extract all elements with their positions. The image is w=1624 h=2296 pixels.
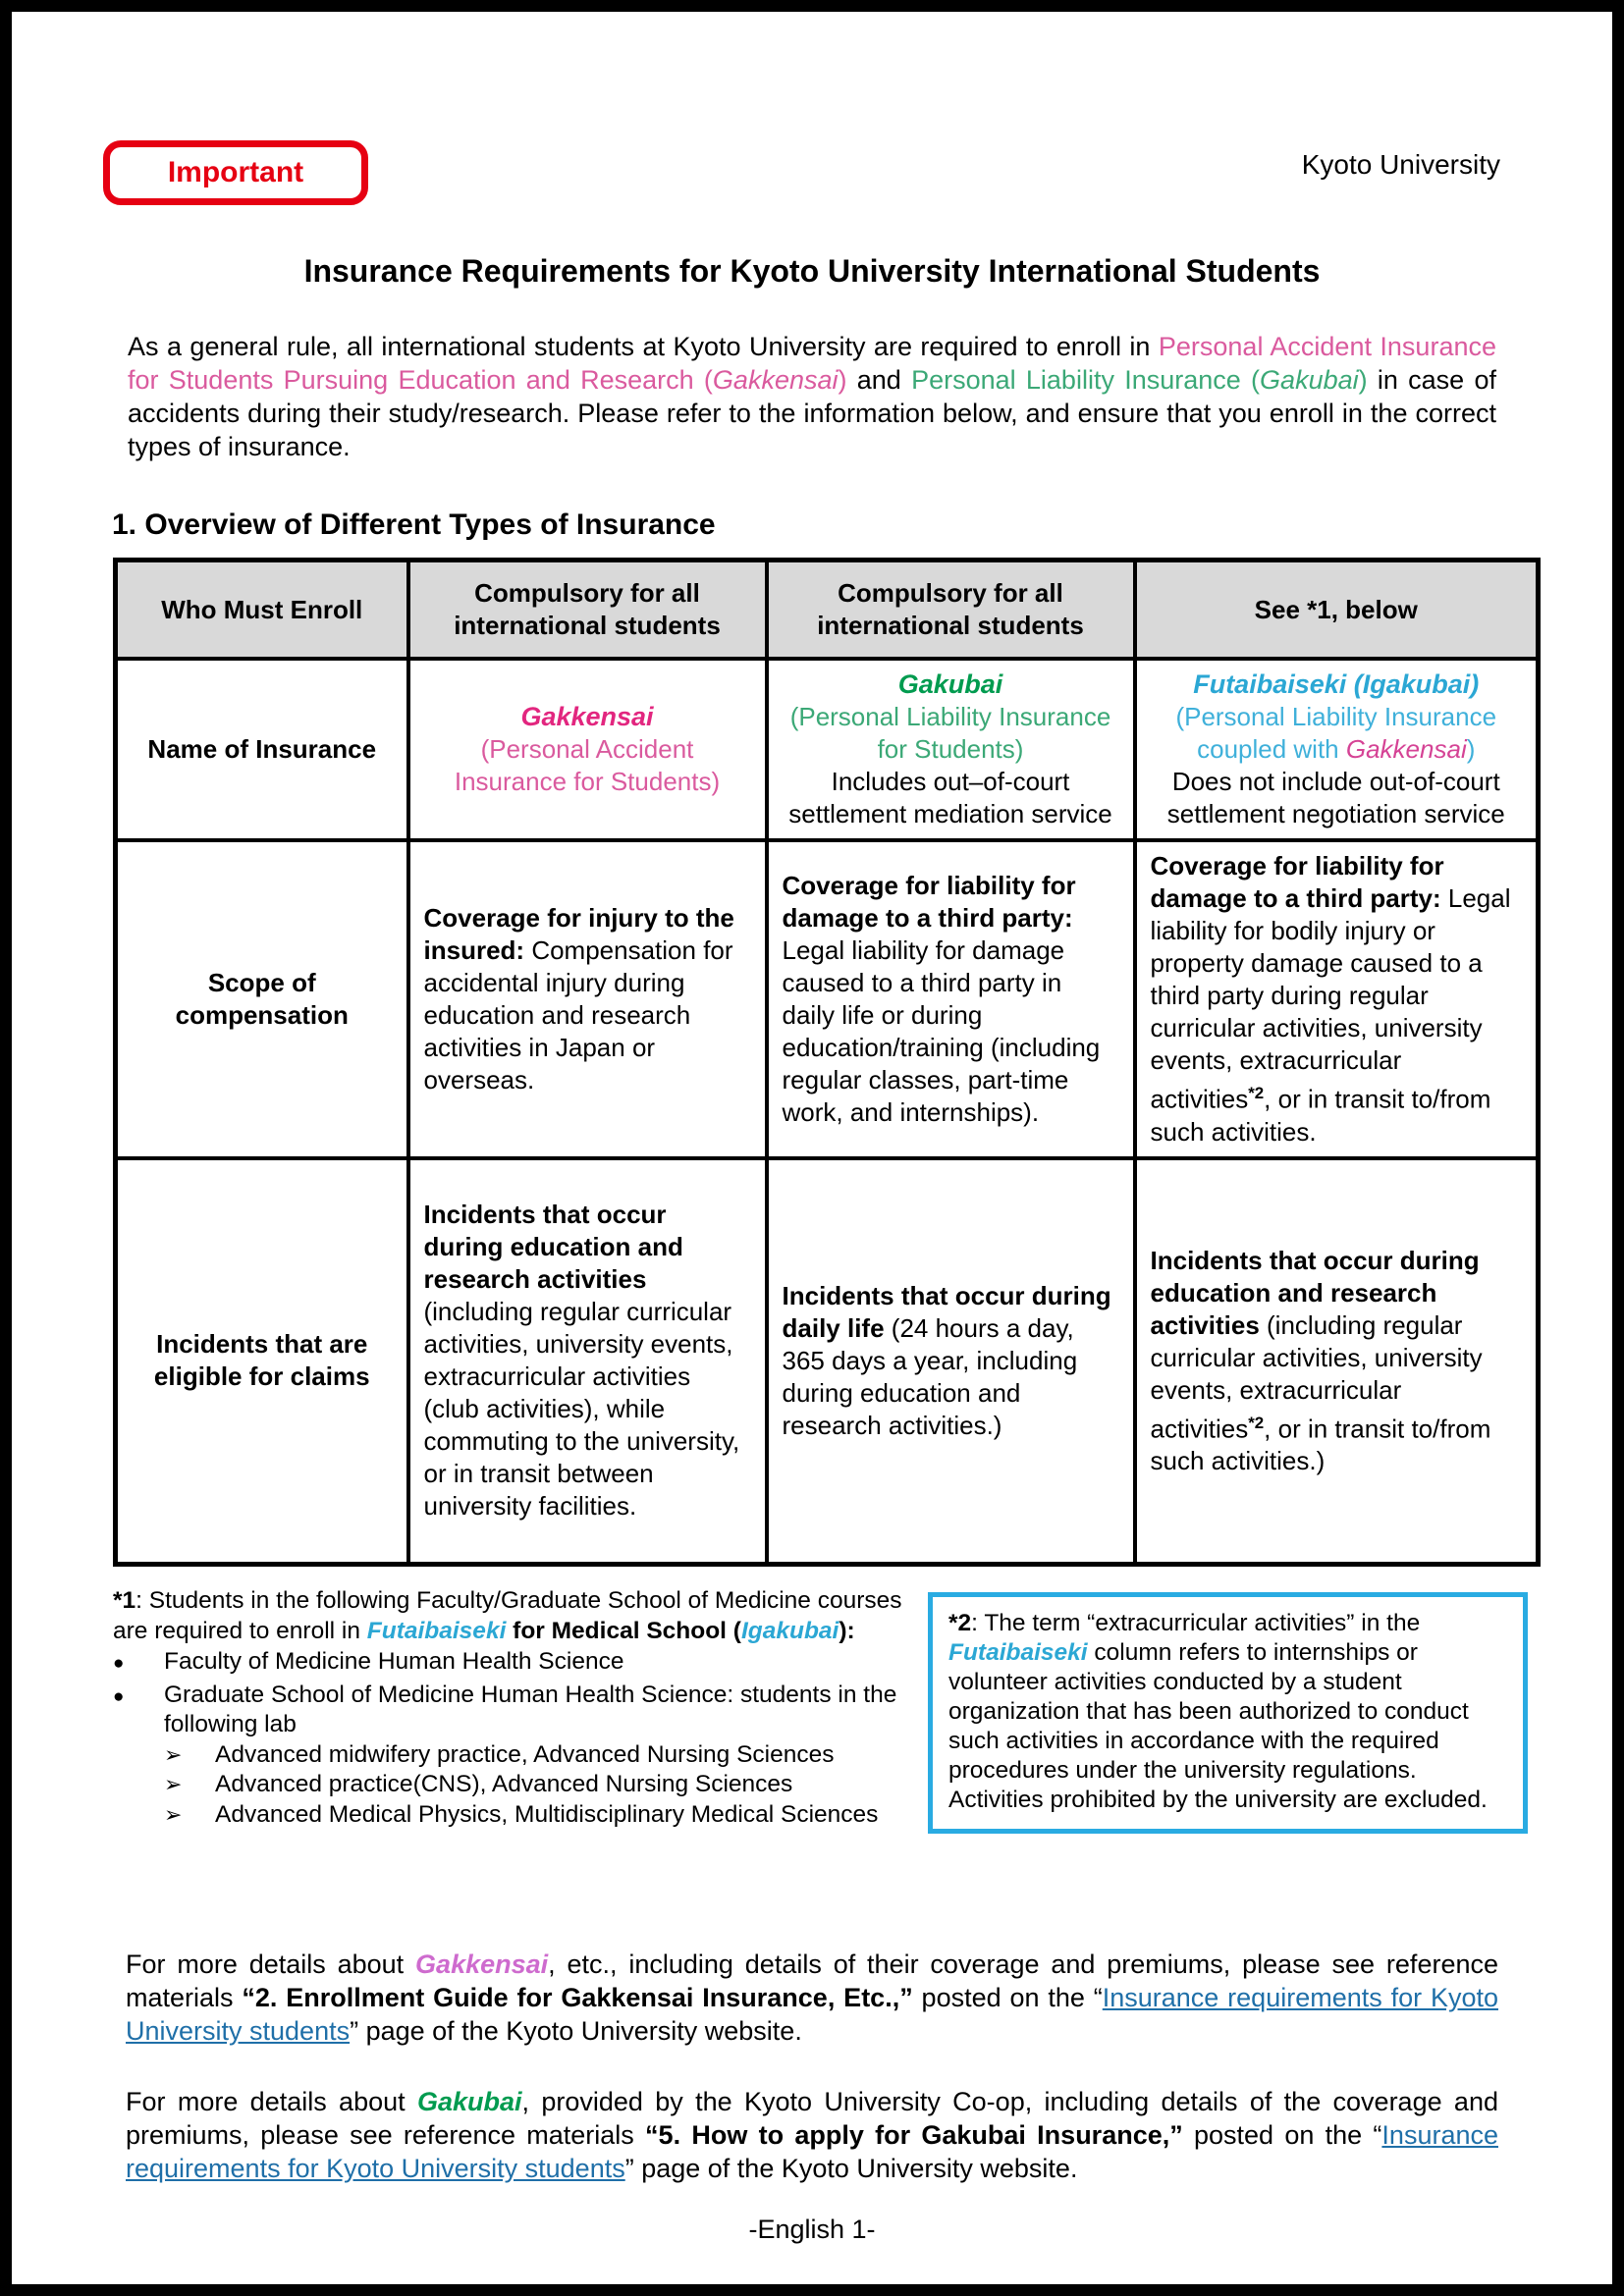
- incidents-futaibaiseki-text-1: (including regular curricular activities, university events, extracurricular activities: [1150, 1309, 1483, 1444]
- futaibaiseki-name: Futaibaiseki (Igakubai): [1193, 669, 1480, 699]
- footnote-1-lead-text-2: for Medical School (: [506, 1617, 741, 1644]
- gakubai-details-paragraph: [126, 2085, 1498, 2185]
- org-name: Kyoto University: [1301, 149, 1500, 180]
- intro-gakkensai-close: ): [838, 365, 847, 395]
- gakubai-subtitle-1: (Personal Liability Insurance: [789, 702, 1111, 731]
- gakubai-para-term: Gakubai: [416, 2087, 522, 2117]
- bullet-icon: ●: [113, 1685, 125, 1707]
- footnote-1-futaibaiseki: Futaibaiseki: [366, 1617, 507, 1644]
- intro-gakkensai-term: Gakkensai: [712, 365, 839, 395]
- incidents-gakubai-bold: Incidents that occur during daily life: [782, 1280, 1111, 1343]
- gakubai-note-1: Includes out–of-court: [831, 767, 1070, 796]
- incidents-gakkensai-bold: Incidents that occur during education and research activities: [423, 1200, 683, 1295]
- table-row-incidents: [116, 1158, 1539, 1565]
- page-title: Insurance Requirements for Kyoto University International Students: [303, 253, 1321, 289]
- incidents-futaibaiseki-text-2: , or in transit to/from such activities.): [1150, 1414, 1491, 1476]
- insurance-requirements-link-2[interactable]: Insurance requirements for Kyoto University students: [126, 2120, 1498, 2184]
- gakkensai-name: Gakkensai: [520, 702, 654, 731]
- row-label-incidents: Incidents that are eligible for claims: [116, 1158, 408, 1565]
- footnote-1-bullet-1: [113, 1647, 930, 1680]
- scope-gakubai-bold: Coverage for liability for damage to a third party:: [782, 870, 1076, 933]
- futaibaiseki-subtitle: [1151, 701, 1523, 766]
- futaibaiseki-subtitle-close: ): [1466, 734, 1476, 764]
- cell-incidents-futaibaiseki: [1135, 1158, 1539, 1565]
- incidents-gakkensai-text: (including regular curricular activities, university events, extracurricular activities (club activities), while commuting to the university, or in transit between university facilities.: [423, 1297, 740, 1522]
- section-1-heading: 1. Overview of Different Types of Insurance: [112, 508, 716, 541]
- page-number: -English 1-: [748, 2215, 876, 2245]
- footnote-1-bullet-2: [113, 1681, 930, 1740]
- footnote-1: [113, 1586, 930, 1830]
- gakubai-name: Gakubai: [897, 669, 1003, 699]
- footnote-2-text-1: : The term “extracurricular activities” in the: [971, 1610, 1421, 1637]
- gakkensai-para-text-3: posted on the “: [912, 1983, 1103, 2013]
- cell-scope-futaibaiseki: [1135, 840, 1539, 1158]
- futaibaiseki-note-1: Does not include out-of-court: [1171, 767, 1500, 796]
- gakubai-note-2: settlement mediation service: [788, 799, 1112, 828]
- gakkensai-para-term: Gakkensai: [415, 1949, 549, 1980]
- bullet-icon: ●: [113, 1653, 125, 1675]
- scope-gakubai-text: Legal liability for damage caused to a third party in daily life or during education/training (including regular classes, part-time work, and internships).: [782, 934, 1101, 1127]
- gakubai-para-text-2: , provided by the Kyoto University Co-op, including details of the coverage and premiums, please see reference materials: [126, 2087, 1498, 2151]
- header-who-must-enroll: Who Must Enroll: [116, 561, 408, 660]
- incidents-futaibaiseki-footnote-ref: *2: [1248, 1413, 1265, 1432]
- intro-gakubai-close: ): [1358, 365, 1368, 395]
- futaibaiseki-subtitle-1: (Personal Liability Insurance coupled with: [1175, 702, 1497, 764]
- footnotes-section: [12, 1586, 1612, 1910]
- header-see-1-below: See *1, below: [1135, 561, 1539, 660]
- scope-futaibaiseki-text-2: , or in transit to/from such activities.: [1150, 1084, 1491, 1147]
- futaibaiseki-subtitle-gakkensai: Gakkensai: [1345, 734, 1467, 764]
- intro-gakkensai-insurance: Personal Accident Insurance for Students Pursuing Education and Research (: [128, 332, 1496, 395]
- incidents-gakubai-text: (24 hours a day, 365 days a year, including during education and research activities.): [782, 1312, 1078, 1440]
- footnote-1-arrow-2-text: Advanced practice(CNS), Advanced Nursing Sciences: [215, 1771, 793, 1798]
- footnote-1-lead: [113, 1586, 930, 1646]
- intro-gakubai-term: Gakubai: [1260, 365, 1359, 395]
- scope-gakkensai-text: Compensation for accidental injury during education and research activities in Japan or overseas.: [423, 934, 733, 1095]
- cell-scope-gakubai: [767, 840, 1135, 1158]
- arrow-bullet-icon: ➢: [164, 1772, 183, 1797]
- footnote-2-marker: *2: [948, 1610, 972, 1637]
- important-badge: [103, 140, 368, 205]
- cell-futaibaiseki-name: [1135, 659, 1539, 840]
- gakkensai-para-text-4: ” page of the Kyoto University website.: [350, 2016, 802, 2047]
- scope-futaibaiseki-bold: Coverage for liability for damage to a third party:: [1150, 851, 1444, 913]
- row-label-scope: Scope of compensation: [116, 840, 408, 1158]
- gakkensai-para-text-2: , etc., including details of their coverage and premiums, please see reference materials: [126, 1949, 1498, 2013]
- row-label-name-of-insurance: Name of Insurance: [116, 659, 408, 840]
- footnote-1-lead-text-1: : Students in the following Faculty/Graduate School of Medicine courses are required to enroll in: [113, 1587, 902, 1644]
- scope-gakkensai-bold: Coverage for injury to the insured:: [423, 902, 734, 965]
- gakkensai-details-paragraph: [126, 1948, 1498, 2048]
- table-header-row: [116, 561, 1539, 660]
- table-row-name-of-insurance: [116, 659, 1539, 840]
- footnote-1-arrow-3: [164, 1800, 930, 1831]
- scope-futaibaiseki-footnote-ref: *2: [1248, 1084, 1265, 1102]
- cell-incidents-gakkensai: [408, 1158, 767, 1565]
- gakubai-para-guide-ref: “5. How to apply for Gakubai Insurance,”: [645, 2120, 1183, 2151]
- table-row-scope: [116, 840, 1539, 1158]
- futaibaiseki-note-2: settlement negotiation service: [1166, 799, 1505, 828]
- arrow-bullet-icon: ➢: [164, 1801, 183, 1827]
- gakubai-subtitle-2: for Students): [877, 734, 1024, 764]
- intro-and: and: [846, 365, 912, 395]
- arrow-bullet-icon: ➢: [164, 1741, 183, 1767]
- intro-gakubai-insurance: Personal Liability Insurance (: [911, 365, 1261, 395]
- gakkensai-para-text-1: For more details about: [126, 1949, 416, 1980]
- gakkensai-subtitle: (Personal Accident Insurance for Students): [454, 734, 721, 796]
- intro-text-2: in case of accidents during their study/research. Please refer to the information below, and ensure that you enroll in the correct types of insurance.: [128, 365, 1496, 461]
- footnote-1-bullet-2-text: Graduate School of Medicine Human Health Science: students in the following lab: [164, 1681, 897, 1738]
- footnote-1-lead-text-3: ):: [839, 1617, 855, 1644]
- scope-futaibaiseki-text-1: Legal liability for bodily injury or property damage caused to a third party during regular curricular activities, university events, extracurricular activities: [1150, 883, 1511, 1114]
- cell-gakkensai-name: [408, 659, 767, 840]
- gakubai-para-text-3: posted on the “: [1182, 2120, 1382, 2151]
- footnote-1-arrow-2: [164, 1770, 930, 1800]
- gakubai-para-text-1: For more details about: [126, 2087, 417, 2117]
- header-compulsory-1: Compulsory for all international students: [408, 561, 767, 660]
- footnote-1-igakubai: Igakubai: [740, 1617, 839, 1644]
- insurance-requirements-link-1[interactable]: Insurance requirements for Kyoto University students: [126, 1983, 1499, 2047]
- intro-paragraph: [128, 330, 1496, 463]
- footnote-1-arrow-3-text: Advanced Medical Physics, Multidisciplinary Medical Sciences: [215, 1800, 879, 1828]
- footnote-1-arrow-1-text: Advanced midwifery practice, Advanced Nursing Sciences: [215, 1740, 835, 1768]
- cell-incidents-gakubai: [767, 1158, 1135, 1565]
- insurance-overview-table: [113, 558, 1541, 1567]
- important-badge-label: Important: [167, 156, 304, 188]
- footnote-1-bullet-1-text: Faculty of Medicine Human Health Science: [164, 1648, 624, 1676]
- cell-scope-gakkensai: [408, 840, 767, 1158]
- footnote-2-text-2: column refers to internships or volunteer activities conducted by a student organization that has been authorized to conduct such activities in accordance with the required procedures under the university regulations. Activities prohibited by the university are excluded.: [948, 1639, 1488, 1814]
- cell-gakubai-name: [767, 659, 1135, 840]
- header-compulsory-2: Compulsory for all international students: [767, 561, 1135, 660]
- footnote-2-futaibaiseki: Futaibaiseki: [948, 1639, 1088, 1667]
- gakubai-para-text-4: ” page of the Kyoto University website.: [624, 2154, 1078, 2184]
- footnote-1-arrow-1: [164, 1740, 930, 1771]
- incidents-futaibaiseki-bold: Incidents that occur during education and research activities: [1150, 1245, 1480, 1340]
- gakkensai-para-guide-ref: “2. Enrollment Guide for Gakkensai Insurance, Etc.,”: [242, 1983, 913, 2013]
- page-header: [12, 12, 1612, 238]
- intro-text-1: As a general rule, all international students at Kyoto University are required to enroll in: [128, 332, 1159, 361]
- footnote-1-marker: *1: [113, 1587, 136, 1615]
- footnote-2-box: [928, 1592, 1528, 1834]
